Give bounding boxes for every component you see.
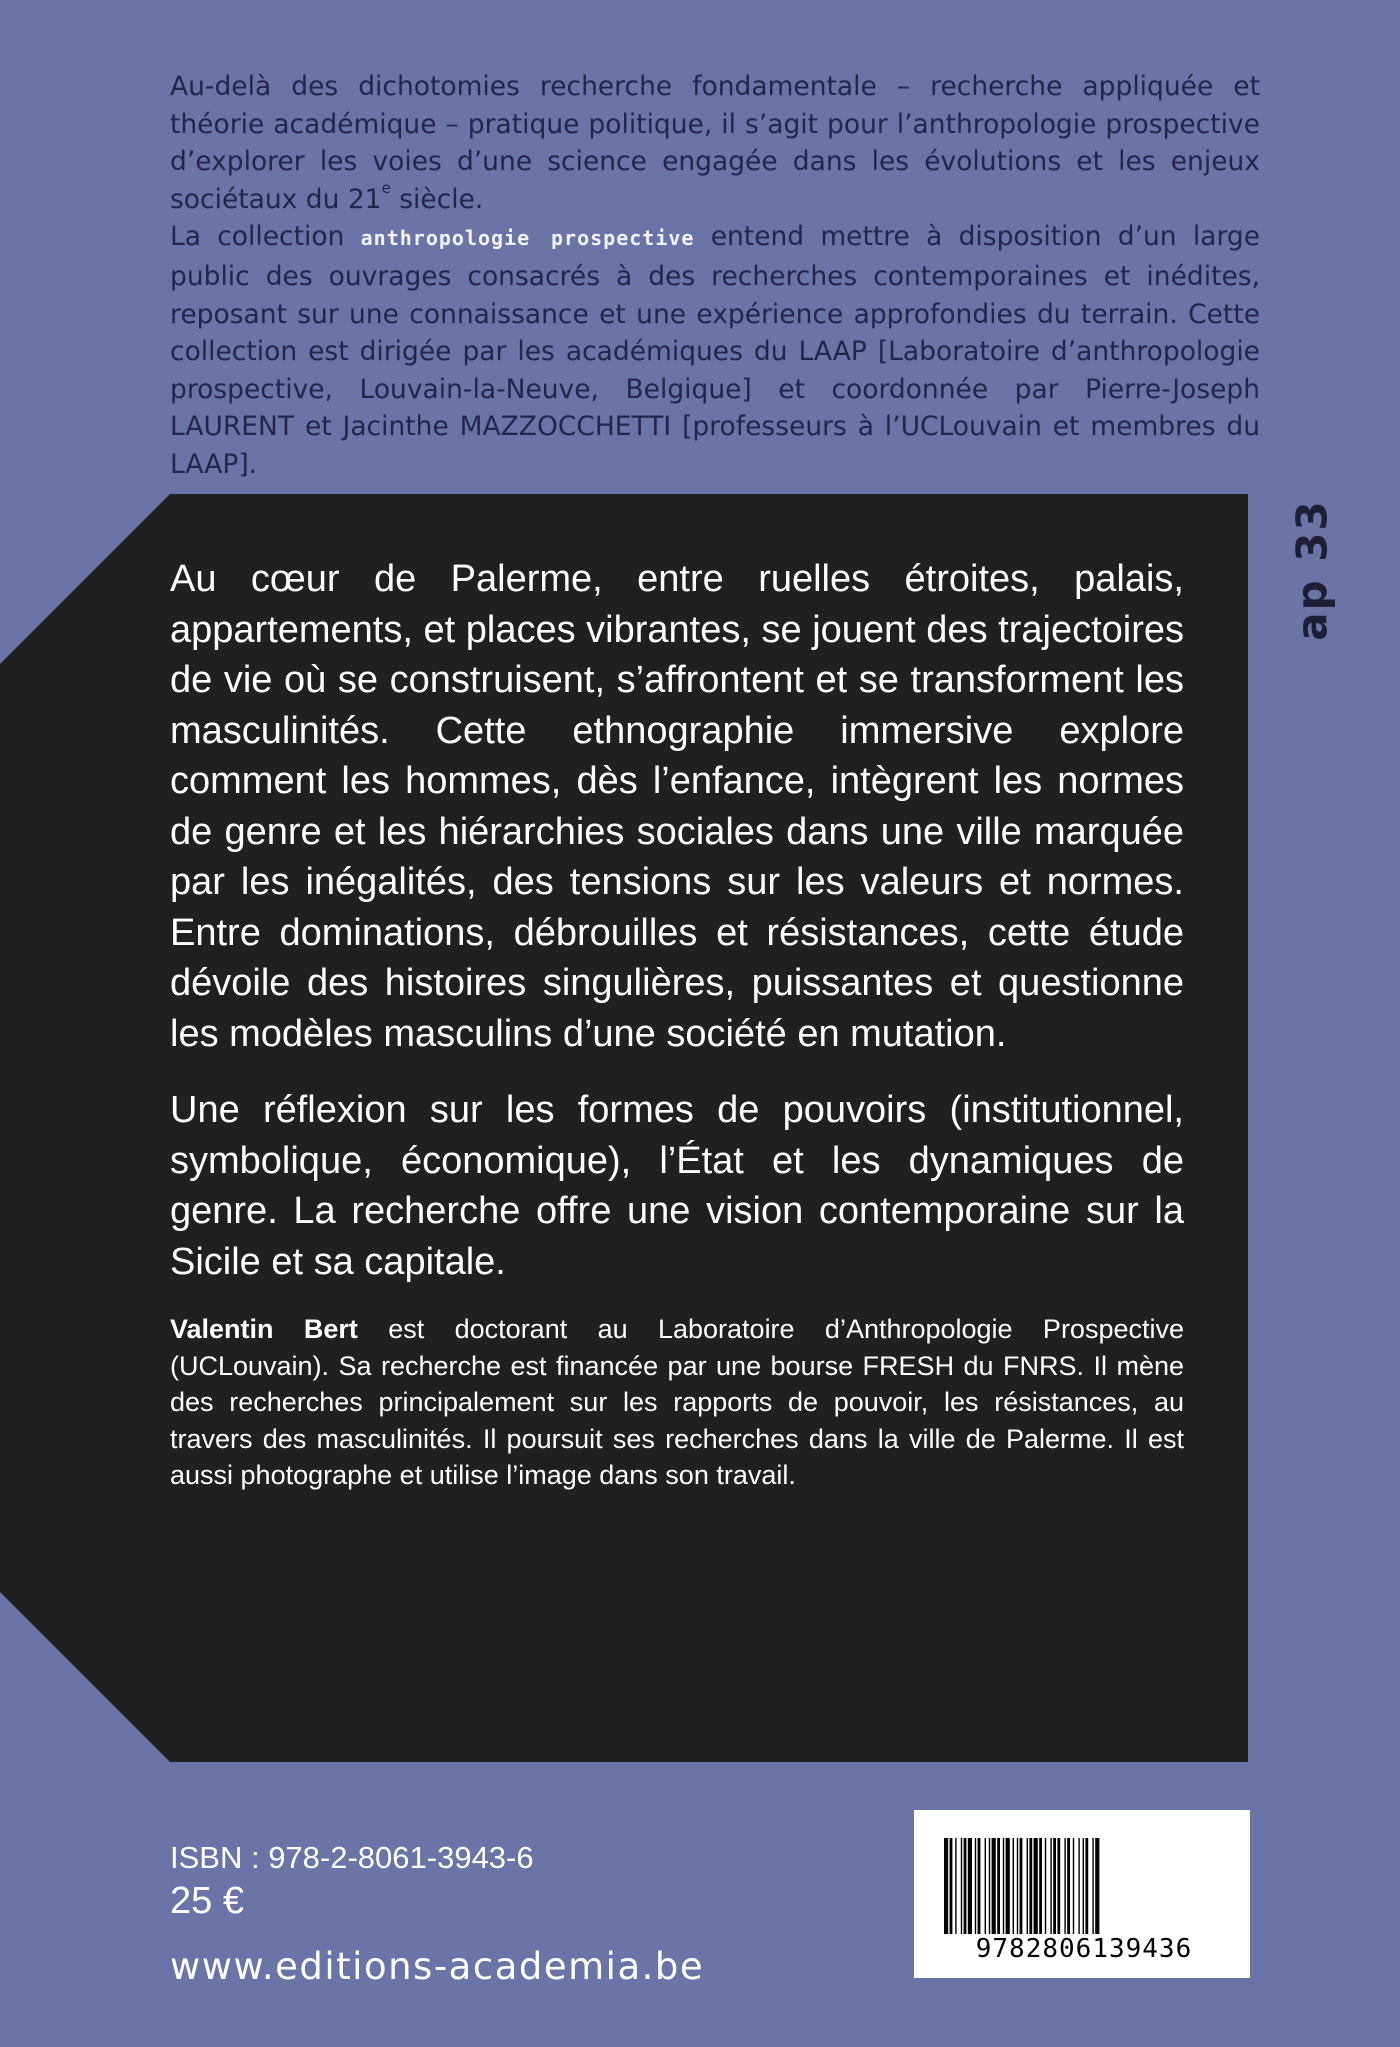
collection-name: anthropologie prospective bbox=[360, 226, 695, 251]
barcode-bar bbox=[1013, 1838, 1014, 1934]
barcode-icon bbox=[944, 1838, 1224, 1934]
barcode-bar bbox=[1045, 1838, 1046, 1934]
author-name: Valentin Bert bbox=[170, 1314, 358, 1344]
barcode-bar bbox=[1078, 1838, 1079, 1934]
author-bio-text: est doctorant au Laboratoire d’Anthropologie Prospective (UCLouvain). Sa recherche est financée par une bourse FRESH du FNRS. Il mène des recherches principalement sur les rapports de pouvoir, les résistances, au travers des masculinités. Il poursuit ses recherches dans la ville de Palerme. Il est aussi photographe et utilise l’image dans son travail. bbox=[170, 1314, 1184, 1490]
barcode-bar bbox=[944, 1838, 948, 1934]
barcode-bar bbox=[992, 1838, 996, 1934]
barcode-bar bbox=[950, 1838, 953, 1934]
series-number-label: ap 33 bbox=[1287, 499, 1337, 641]
barcode-bar bbox=[1050, 1838, 1051, 1934]
barcode-bar bbox=[978, 1838, 981, 1934]
barcode-bar bbox=[1067, 1838, 1070, 1934]
author-bio bbox=[170, 1311, 1184, 1494]
barcode-bar bbox=[1053, 1838, 1056, 1934]
book-summary bbox=[170, 554, 1184, 1313]
price: 25 € bbox=[170, 1880, 244, 1922]
collection-description bbox=[170, 68, 1260, 484]
summary-paragraph-1: Au cœur de Palerme, entre ruelles étroites, palais, appartements, et places vibrantes, se jouent des trajectoires de vie où se construisent, s’affrontent et se transforment les masculinités. Cette ethnographie immersive explore comment les hommes, dès l’enfance, intègrent les normes de genre et les hiérarchies sociales dans une ville marquée par les inégalités, des tensions sur les valeurs et normes. Entre dominations, débrouilles et résistances, cette étude dévoile des histoires singulières, puissantes et questionne les modèles masculins d’une société en mutation. bbox=[170, 558, 1184, 1055]
barcode-bar bbox=[1027, 1838, 1028, 1934]
barcode bbox=[914, 1810, 1250, 1978]
barcode-bar bbox=[985, 1838, 986, 1934]
barcode-bar bbox=[1020, 1838, 1023, 1934]
isbn: ISBN : 978-2-8061-3943-6 bbox=[170, 1840, 534, 1875]
barcode-bar bbox=[961, 1838, 962, 1934]
barcode-number: 9782806139436 bbox=[975, 1934, 1193, 1964]
collection-paragraph-2: La collection anthropologie prospective entend mettre à disposition d’un large public des ouvrages consacrés à des recherches contemporaines et inédites, reposant sur une connaissance et une expérience approfondies du terrain. Cette collection est dirigée par les académiques du LAAP [Laboratoire d’anthropologie prospective, Louvain-la-Neuve, Belgique] et coordonnée par Pierre-Joseph LAURENT et Jacinthe MAZZOCCHETTI [professeurs à l’UCLouvain et membres du LAAP]. bbox=[170, 221, 1260, 480]
series-number bbox=[1262, 500, 1362, 640]
barcode-bar bbox=[975, 1838, 976, 1934]
barcode-bar bbox=[1057, 1838, 1060, 1934]
barcode-bar bbox=[989, 1838, 990, 1934]
barcode-bar bbox=[968, 1838, 972, 1934]
barcode-bar bbox=[1034, 1838, 1038, 1934]
summary-paragraph-2: Une réflexion sur les formes de pouvoirs (institutionnel, symbolique, économique), l’État et les dynamiques de genre. La recherche offre une vision contemporaine sur la Sicile et sa capitale. bbox=[170, 1089, 1184, 1283]
publisher-website: www.editions-academia.be bbox=[170, 1945, 705, 1988]
barcode-bar bbox=[1039, 1838, 1042, 1934]
barcode-bar bbox=[1003, 1838, 1004, 1934]
collection-paragraph-1: Au-delà des dichotomies recherche fondamentale – recherche appliquée et théorie académique – pratique politique, il s’agit pour l’anthropologie prospective d’explorer les voies d’une science engagée dans les évolutions et les enjeux sociétaux du 21e siècle. bbox=[170, 71, 1260, 215]
barcode-bar bbox=[1064, 1838, 1065, 1934]
barcode-bar bbox=[1073, 1838, 1074, 1934]
barcode-bar bbox=[1006, 1838, 1010, 1934]
barcode-bar bbox=[1083, 1838, 1084, 1934]
barcode-bar bbox=[964, 1838, 967, 1934]
barcode-bar bbox=[955, 1838, 956, 1934]
barcode-bar bbox=[1017, 1838, 1018, 1934]
barcode-bar bbox=[1029, 1838, 1032, 1934]
barcode-bar bbox=[1095, 1838, 1099, 1934]
barcode-bar bbox=[1092, 1838, 1093, 1934]
superscript: e bbox=[381, 178, 391, 197]
barcode-bar bbox=[997, 1838, 1000, 1934]
barcode-bar bbox=[1085, 1838, 1088, 1934]
